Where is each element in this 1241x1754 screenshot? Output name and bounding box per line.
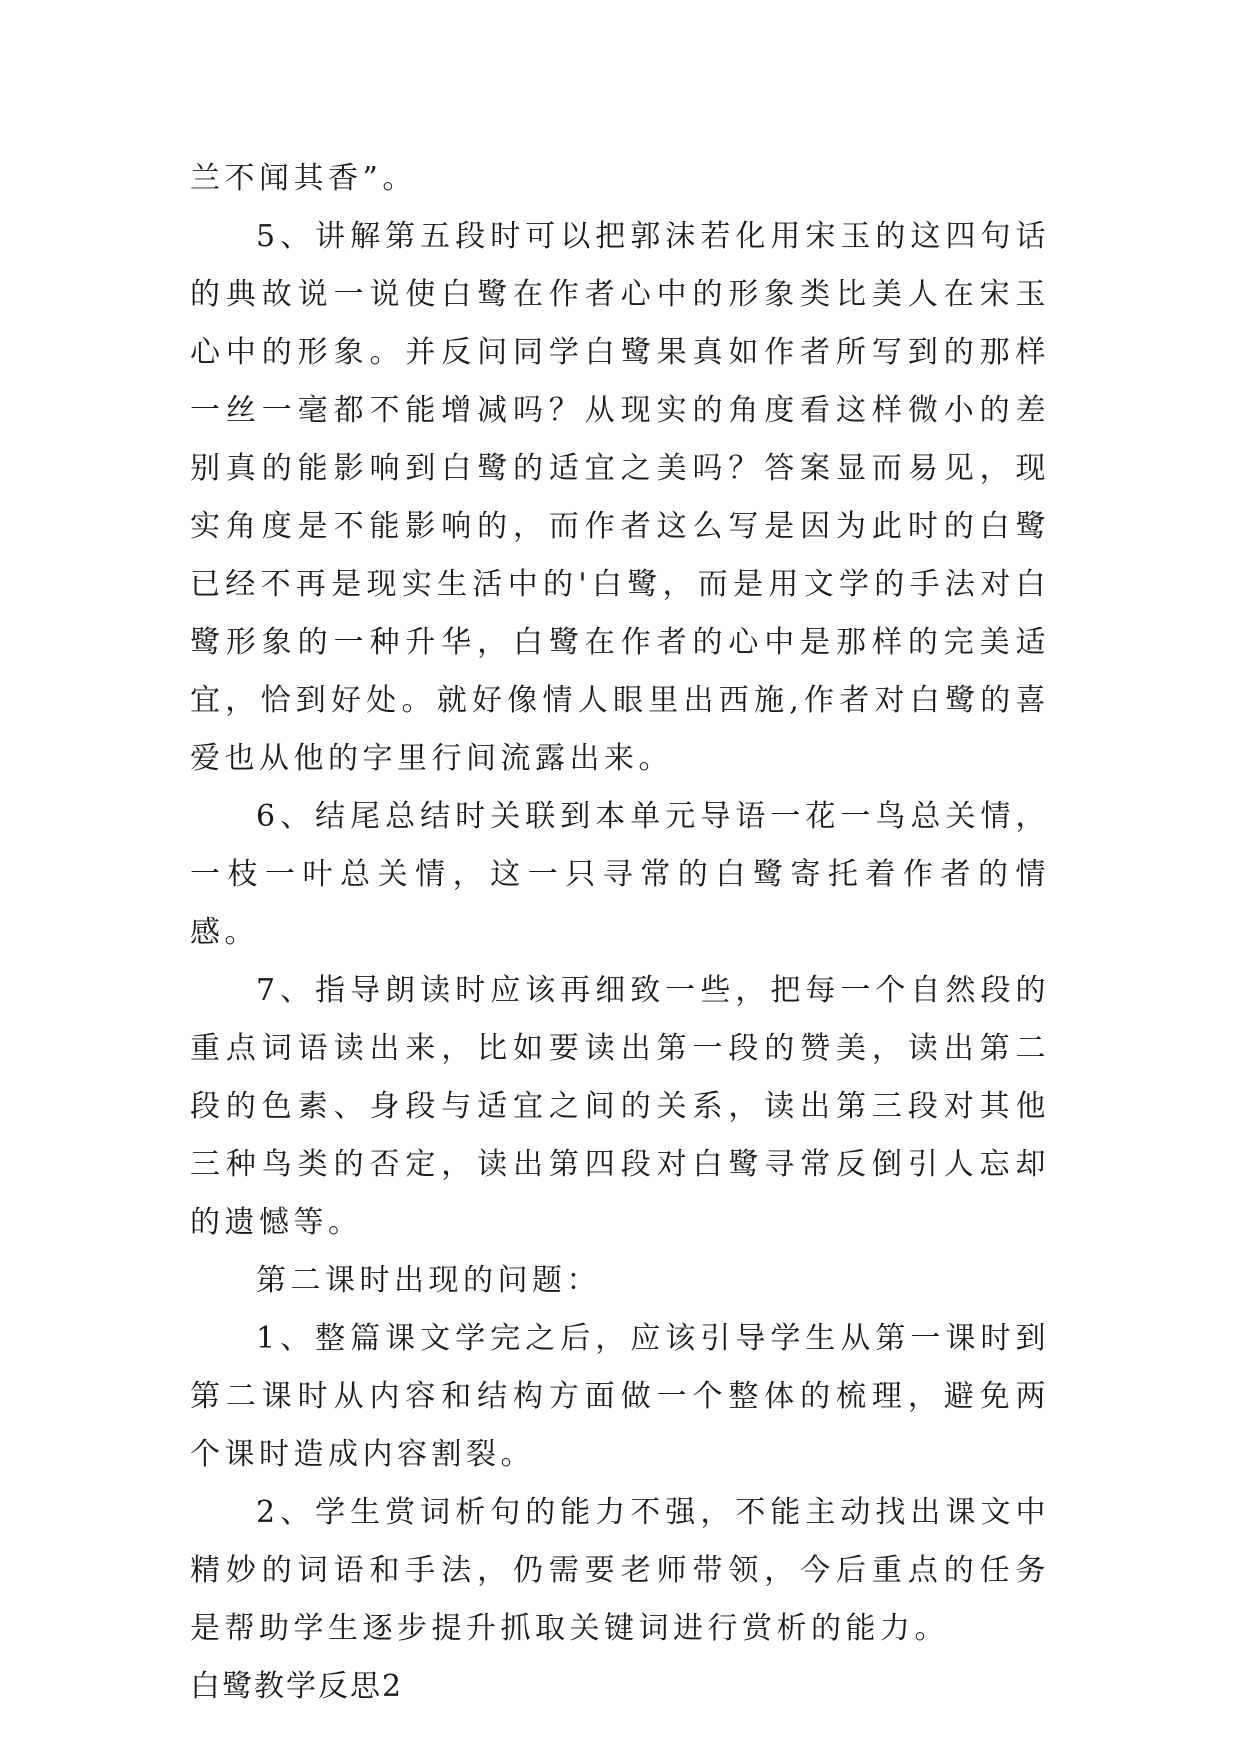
paragraph-point-6: 6、结尾总结时关联到本单元导语一花一鸟总关情，一枝一叶总关情，这一只寻常的白鹭寄托着作者的情感。 [190, 799, 1050, 950]
document-page [190, 150, 1050, 1716]
paragraph-problem-1: 1、整篇课文学完之后，应该引导学生从第一课时到第二课时从内容和结构方面做一个整体的梳理，避免两个课时造成内容割裂。 [190, 1321, 1050, 1472]
paragraph-point-5: 5、讲解第五段时可以把郭沫若化用宋玉的这四句话的典故说一说使白鹭在作者心中的形象类比美人在宋玉心中的形象。并反问同学白鹭果真如作者所写到的那样一丝一毫都不能增减吗？从现实的角度看这样微小的差别真的能影响到白鹭的适宜之美吗？答案显而易见，现实角度是不能影响的，而作者这么写是因为此时的白鹭已经不再是现实生活中的'白鹭，而是用文学的手法对白鹭形象的一种升华，白鹭在作者的心中是那样的完美适宜，恰到好处。就好像情人眼里出西施,作者对白鹭的喜爱也从他的字里行间流露出来。 [190, 219, 1050, 776]
paragraph-point-7: 7、指导朗读时应该再细致一些，把每一个自然段的重点词语读出来，比如要读出第一段的赞美，读出第二段的色素、身段与适宜之间的关系，读出第三段对其他三种鸟类的否定，读出第四段对白鹭寻常反倒引人忘却的遗憾等。 [190, 973, 1050, 1240]
subheading-second-lesson-problems: 第二课时出现的问题： [256, 1263, 601, 1298]
paragraph-continuation: 兰不闻其香”。 [190, 161, 417, 196]
section-heading: 白鹭教学反思2 [190, 1669, 404, 1704]
paragraph-problem-2: 2、学生赏词析句的能力不强，不能主动找出课文中精妙的词语和手法，仍需要老师带领，今后重点的任务是帮助学生逐步提升抓取关键词进行赏析的能力。 [190, 1495, 1050, 1646]
